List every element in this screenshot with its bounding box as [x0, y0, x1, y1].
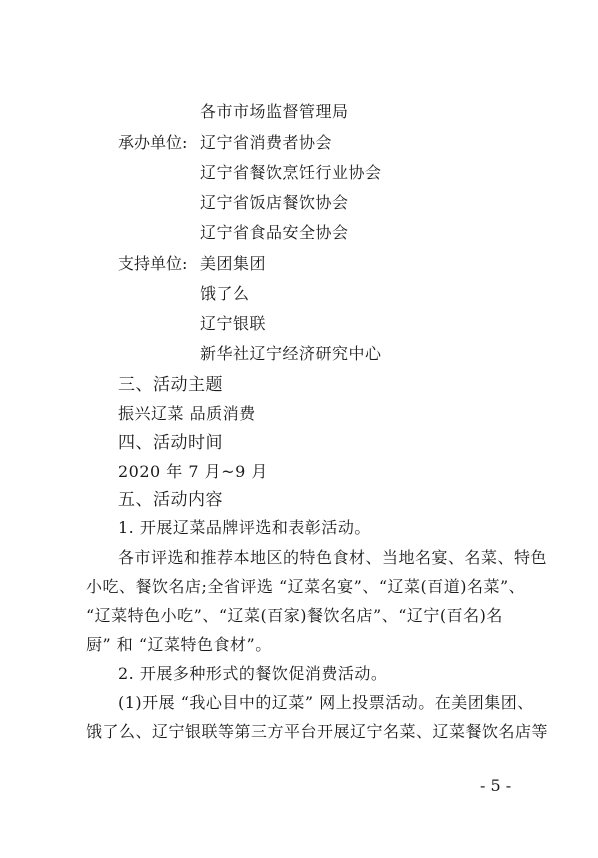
content-paragraph-line: 小吃、餐饮名店;全省评选 “辽菜名宴”、“辽菜(百道)名菜”、 — [86, 577, 526, 596]
supporter-item: 饿了么 — [200, 284, 250, 303]
co-organizer-item: 辽宁省消费者协会 — [200, 133, 333, 152]
organizer-municipal-market-bureau: 各市市场监督管理局 — [200, 102, 349, 121]
content-paragraph-line: 各市评选和推荐本地区的特色食材、当地名宴、名菜、特色 — [118, 548, 548, 567]
co-organizer-item: 辽宁省饭店餐饮协会 — [200, 193, 349, 212]
supporter-item: 新华社辽宁经济研究中心 — [200, 344, 382, 363]
supporter-item: 辽宁银联 — [200, 314, 267, 333]
content-paragraph-line: 饿了么、辽宁银联等第三方平台开展辽宁名菜、辽菜餐饮名店等 — [86, 722, 549, 741]
content-item1-title: 1. 开展辽菜品牌评选和表彰活动。 — [118, 518, 371, 537]
content-paragraph-line: (1)开展 “我心目中的辽菜” 网上投票活动。在美团集团、 — [118, 693, 534, 712]
content-paragraph-line: 厨” 和 “辽菜特色食材”。 — [86, 635, 272, 654]
section-heading-theme: 三、活动主题 — [118, 375, 223, 395]
content-paragraph-line: “辽菜特色小吃”、“辽菜(百家)餐饮名店”、“辽宁(百名)名 — [86, 606, 503, 625]
co-organizer-item: 辽宁省餐饮烹饪行业协会 — [200, 163, 382, 182]
section-heading-content: 五、活动内容 — [118, 490, 223, 510]
section-heading-time: 四、活动时间 — [118, 433, 223, 453]
page-number: - 5 - — [480, 776, 512, 795]
co-organizers-label: 承办单位: — [118, 133, 188, 152]
supporters-label: 支持单位: — [118, 254, 188, 273]
time-text: 2020 年 7 月~9 月 — [118, 462, 268, 481]
content-item2-title: 2. 开展多种形式的餐饮促消费活动。 — [118, 664, 388, 683]
supporter-item: 美团集团 — [200, 254, 267, 273]
co-organizer-item: 辽宁省食品安全协会 — [200, 223, 349, 242]
theme-text: 振兴辽菜 品质消费 — [118, 404, 256, 423]
